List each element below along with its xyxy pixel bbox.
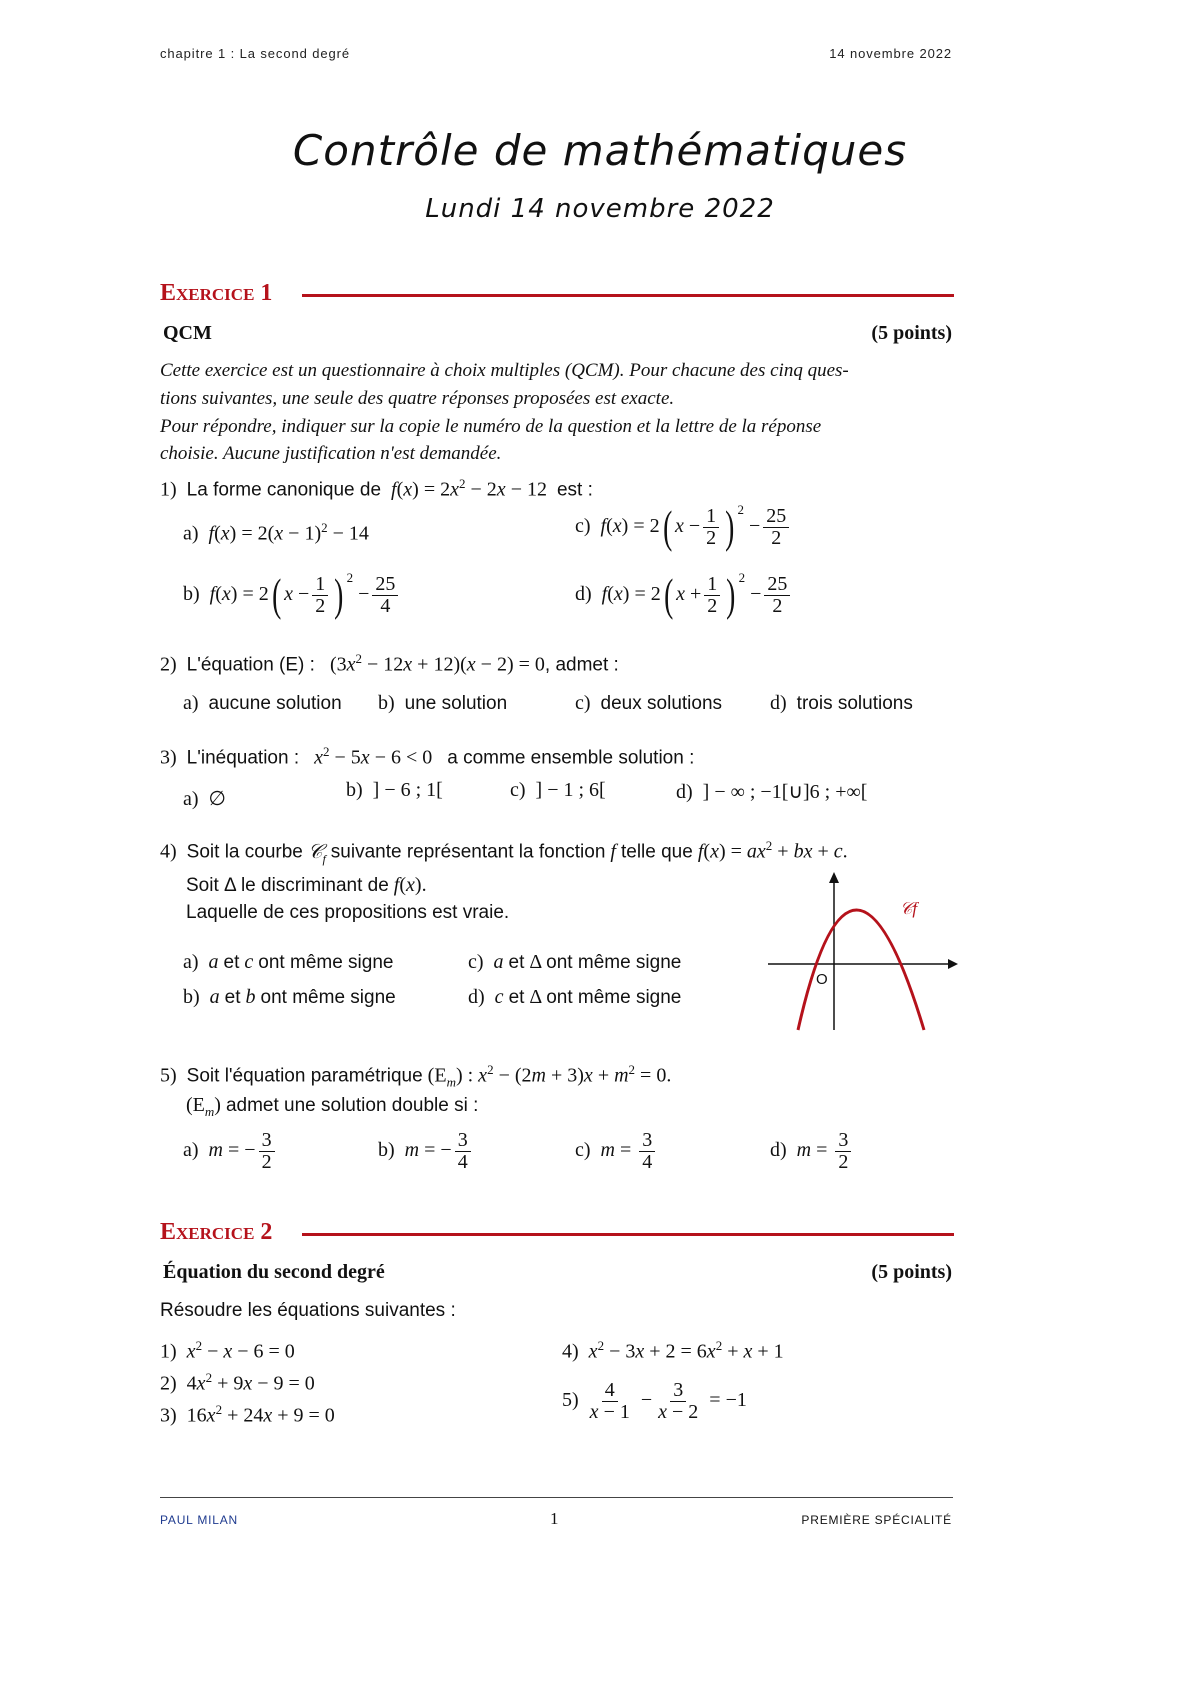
q1-answer-a: a) $f(x) = 2(x - 1)^2 - 14$ (183, 520, 369, 545)
q1-answer-c: c) f(x) = 2( x − $\frac{1}{2}$ ) $^2$ − $\frac{25}{2}$ (575, 502, 792, 550)
q1-answer-d: d) f(x) = 2( x + $\frac{1}{2}$ ) $^2$ − $\frac{25}{2}$ (575, 570, 793, 618)
header-date: 14 novembre 2022 (829, 46, 952, 61)
exercise-2-points: (5 points) (871, 1261, 952, 1283)
page-title: Contrôle de mathématiques (292, 126, 908, 175)
q4-parabola-graph (760, 862, 965, 1034)
exercise-1-points: (5 points) (871, 322, 952, 344)
ex2-eq-5: 5) $\frac{4}{x - 1}$ − $\frac{3}{x - 2}$ = −1 (562, 1379, 747, 1423)
q1-tail: est : (556, 479, 593, 501)
q1-answer-b: b) f(x) = 2( x − $\frac{1}{2}$ ) $^2$ − $\frac{25}{4}$ (183, 570, 401, 618)
q4-answer-c: c) a et Δ ont même signe (468, 951, 682, 973)
intro-line-3: Pour répondre, indiquer sur la copie le numéro de la question et la lettre de la réponse (160, 416, 822, 437)
curve-label: 𝒞f (900, 899, 918, 918)
ex2-eq-4: 4) $x^2 - 3x + 2 = 6x^2 + x + 1$ (562, 1338, 784, 1363)
q2-answer-a: a) aucune solution (183, 692, 342, 714)
q4-answer-b: b) a et b ont même signe (183, 986, 396, 1008)
intro-line-2: tions suivantes, une seule des quatre réponses proposées est exacte. (160, 388, 675, 409)
q4-line-3: Laquelle de ces propositions est vraie. (186, 902, 510, 923)
q2-answer-b: b) une solution (378, 692, 508, 714)
q5-line-2: $(E_m)$ admet une solution double si : (186, 1094, 479, 1119)
q2-answer-c: c) deux solutions (575, 692, 723, 714)
q2-answer-d: d) trois solutions (770, 692, 913, 714)
q4-answer-d: d) c et Δ ont même signe (468, 986, 682, 1008)
q1-line: 1) La forme canonique de $f(x) = 2x^2 - 2x - 12$ est : (160, 476, 593, 501)
q3-line: 3) L'inéquation : $x^2 - 5x - 6 < 0$ a comme ensemble solution : (160, 744, 695, 769)
footer-level: PREMIÈRE SPÉCIALITÉ (801, 1513, 952, 1527)
origin-label: O (816, 971, 828, 988)
footer-author: PAUL MILAN (160, 1513, 239, 1527)
q3-answer-b: b) ] − 6 ; 1[ (346, 779, 443, 801)
ex2-eq-3: 3) $16x^2 + 24x + 9 = 0$ (160, 1402, 335, 1427)
footer-rule (160, 1497, 953, 1498)
page-date: Lundi 14 novembre 2022 (425, 194, 775, 224)
intro-line-4: choisie. Aucune justification n'est demandée. (160, 443, 502, 464)
exercise-2-title: Exercice 2 (160, 1219, 273, 1245)
q2-line: 2) L'équation (E) : $(3x^2 - 12x + 12)(x - 2) = 0$, admet : (160, 651, 619, 676)
exercise-2-rule (302, 1233, 954, 1236)
q3-answer-c: c) ] − 1 ; 6[ (510, 779, 606, 801)
header-chapter: chapitre 1 : La second degré (160, 46, 350, 61)
q3-answer-a: a) ∅ (183, 788, 226, 810)
y-axis-arrow (829, 872, 839, 883)
q5-answer-d: d) m = $\frac{3}{2}$ (770, 1130, 854, 1173)
q5-answer-b: b) m = − $\frac{3}{4}$ (378, 1130, 474, 1173)
parabola-curve (798, 910, 924, 1030)
exercise-2-subtitle: Équation du second degré (163, 1261, 385, 1283)
q4-line-1: 4) Soit la courbe 𝒞$_f$ suivante représentant la fonction f telle que $f(x) = ax^2$ + bx + c. (160, 838, 848, 866)
q4-answer-a: a) a et c ont même signe (183, 951, 394, 973)
exercise-1-rule (302, 294, 954, 297)
intro-line-1: Cette exercice est un questionnaire à choix multiples (QCM). Pour chacune des cinq ques- (160, 360, 849, 381)
exercise-1-subtitle: QCM (163, 322, 212, 344)
x-axis-arrow (948, 959, 958, 969)
q5-answer-c: c) m = $\frac{3}{4}$ (575, 1130, 658, 1173)
ex2-eq-2: 2) $4x^2 + 9x - 9 = 0$ (160, 1370, 315, 1395)
q5-answer-a: a) m = − $\frac{3}{2}$ (183, 1130, 278, 1173)
ex2-eq-1: 1) $x^2 - x - 6 = 0$ (160, 1338, 295, 1363)
q1-num: 1) (160, 478, 177, 501)
exercise-2-intro: Résoudre les équations suivantes : (160, 1300, 456, 1321)
q3-answer-d: d) ] − ∞ ; −1[∪]6 ; +∞[ (676, 781, 868, 803)
q5-line-1: 5) Soit l'équation paramétrique $(E_m)$ : $x^2 - (2m + 3)x + m^2 = 0$. (160, 1062, 672, 1090)
q1-text: La forme canonique de (186, 479, 382, 501)
footer-page-number: 1 (550, 1509, 559, 1528)
exercise-1-title: Exercice 1 (160, 280, 273, 306)
q4-line-2: Soit Δ le discriminant de f(x). (186, 874, 427, 896)
